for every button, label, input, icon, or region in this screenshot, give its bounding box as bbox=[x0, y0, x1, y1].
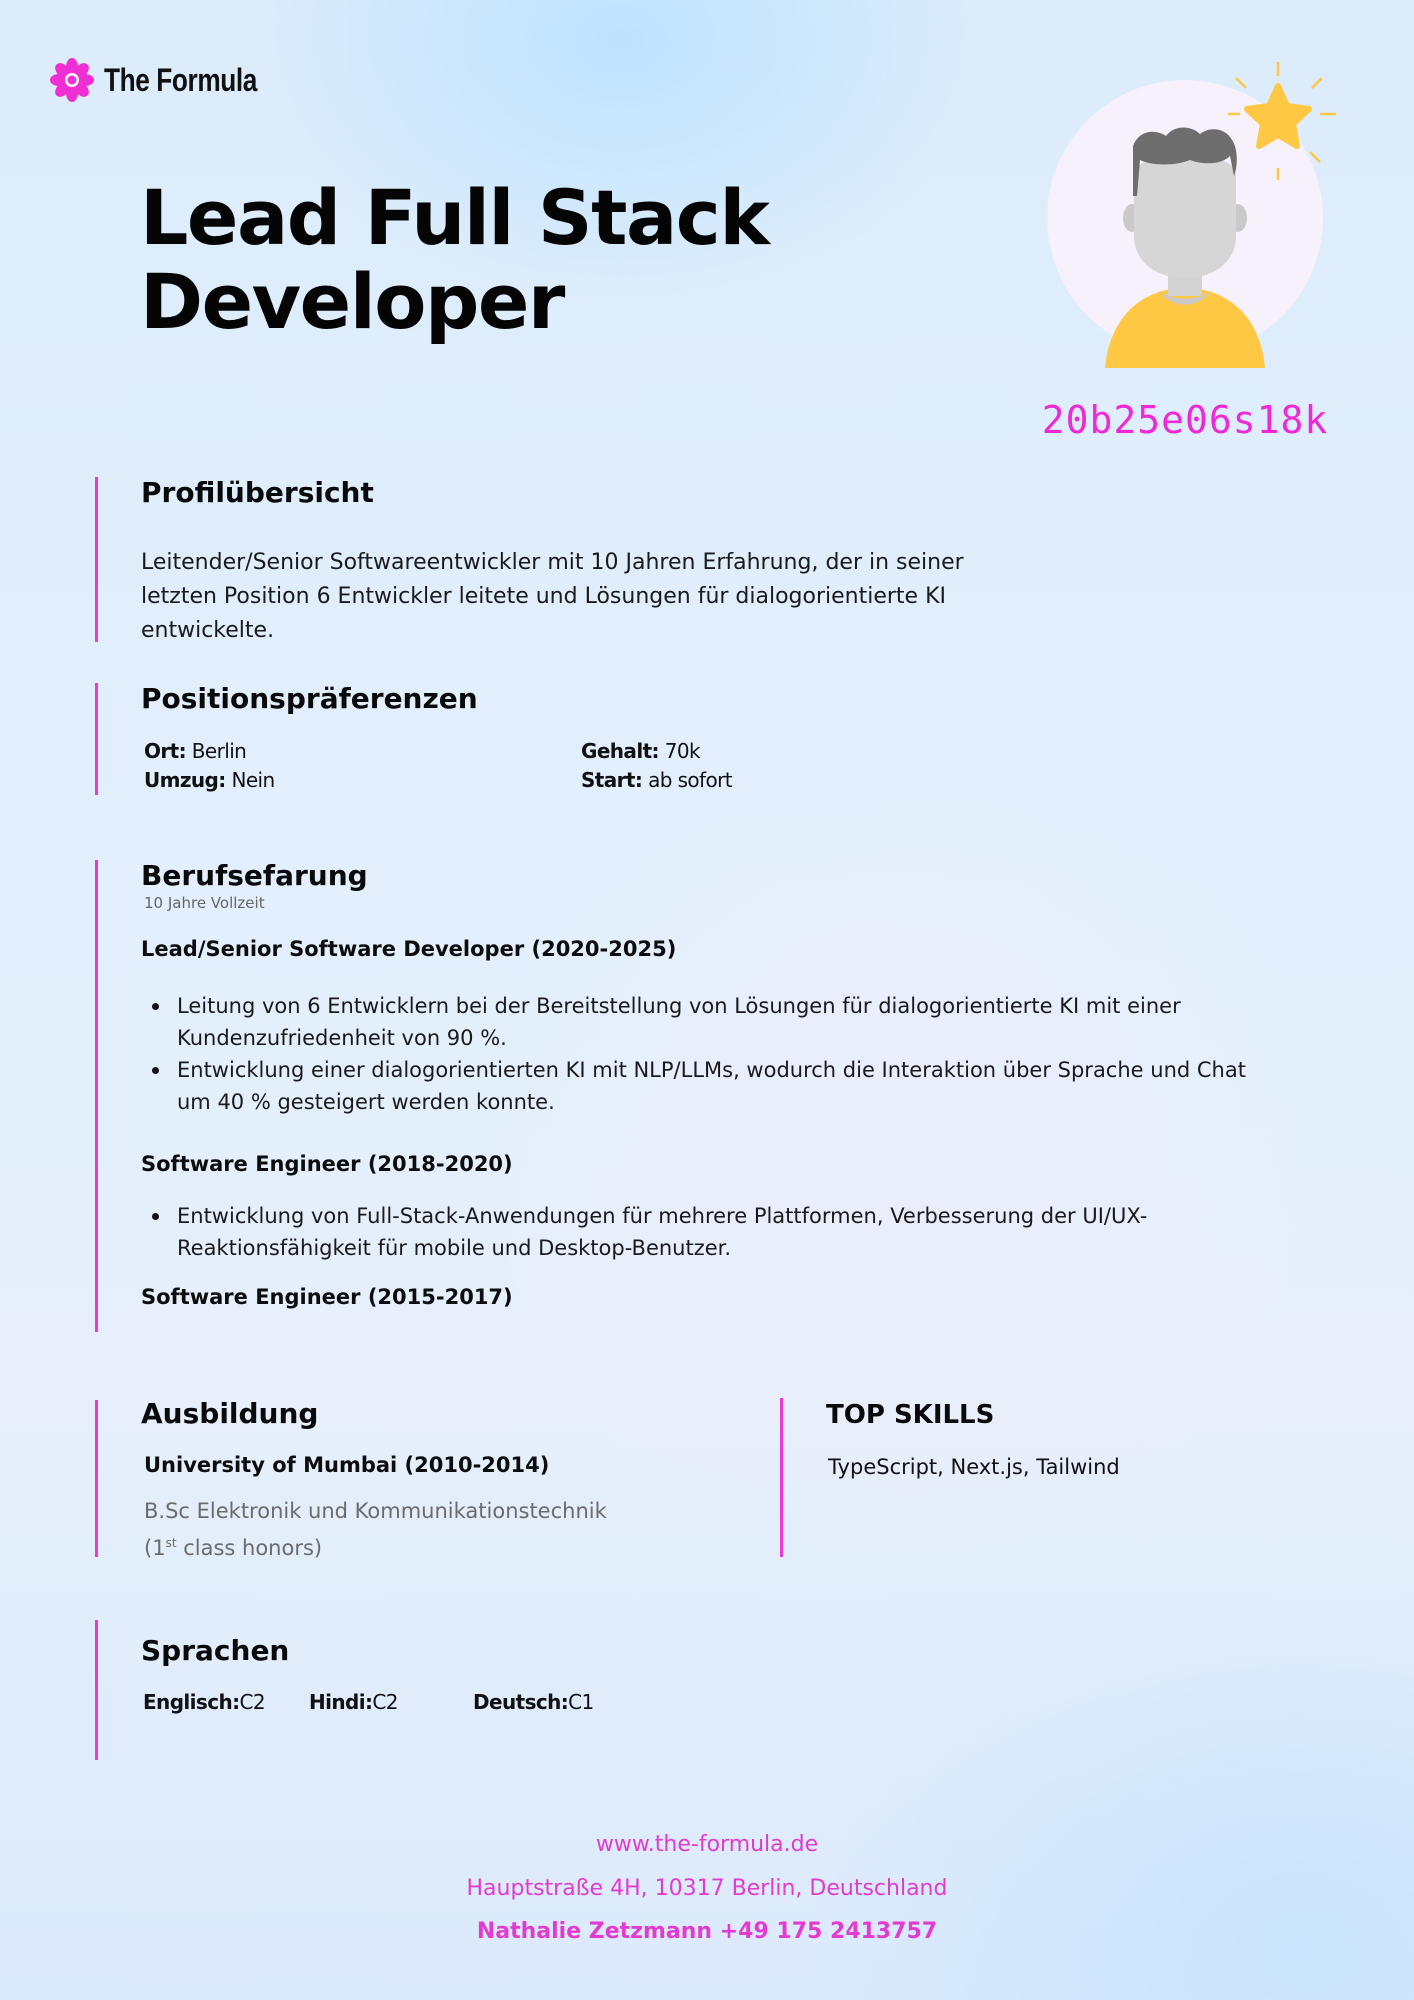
section-accent-bar bbox=[780, 1398, 783, 1557]
pref-value: ab sofort bbox=[648, 768, 732, 792]
language-level: C1 bbox=[568, 1690, 594, 1714]
degree-honors bbox=[144, 1527, 607, 1564]
skills-heading: TOP SKILLS bbox=[826, 1400, 995, 1430]
skills-text: TypeScript, Next.js, Tailwind bbox=[828, 1455, 1120, 1479]
job-bullets bbox=[141, 1200, 1181, 1264]
pref-relocation bbox=[144, 766, 275, 795]
language-level: C2 bbox=[372, 1690, 398, 1714]
education-degree bbox=[144, 1495, 607, 1564]
section-accent-bar bbox=[95, 477, 98, 642]
education-school: University of Mumbai (2010-2014) bbox=[144, 1453, 550, 1477]
section-accent-bar bbox=[95, 683, 98, 795]
language-label: Deutsch: bbox=[473, 1690, 569, 1714]
pref-value: Berlin bbox=[191, 739, 247, 763]
candidate-id: 20b25e06s18k bbox=[1041, 398, 1329, 442]
list-item: Leitung von 6 Entwicklern bei der Bereitstellung von Lösungen für dialogorientierte KI mit einer Kundenzufriedenheit von 90 %. bbox=[141, 990, 1281, 1054]
section-accent-bar bbox=[95, 1620, 98, 1760]
experience-subheading: 10 Jahre Vollzeit bbox=[144, 894, 265, 912]
job-title: Software Engineer (2018-2020) bbox=[141, 1152, 513, 1176]
profile-heading: Profilübersicht bbox=[141, 476, 374, 509]
section-accent-bar bbox=[95, 1400, 98, 1557]
experience-heading: Berufsefarung bbox=[141, 859, 368, 892]
pref-label: Start: bbox=[581, 768, 643, 792]
language-label: Hindi: bbox=[309, 1690, 373, 1714]
pref-label: Gehalt: bbox=[581, 739, 659, 763]
avatar bbox=[1040, 56, 1350, 386]
languages-heading: Sprachen bbox=[141, 1634, 290, 1667]
pref-value: 70k bbox=[664, 739, 700, 763]
list-item: Entwicklung von Full-Stack-Anwendungen für mehrere Plattformen, Verbesserung der UI/UX-Reaktionsfähigkeit für mobile und Desktop-Benutzer. bbox=[141, 1200, 1181, 1264]
job-bullets bbox=[141, 990, 1281, 1118]
language-english bbox=[143, 1688, 265, 1717]
pref-label: Ort: bbox=[144, 739, 187, 763]
degree-text: B.Sc Elektronik und Kommunikationstechnik bbox=[144, 1499, 607, 1523]
pref-start bbox=[581, 766, 732, 795]
language-label: Englisch: bbox=[143, 1690, 240, 1714]
language-hindi bbox=[309, 1688, 398, 1717]
pref-label: Umzug: bbox=[144, 768, 226, 792]
education-heading: Ausbildung bbox=[141, 1397, 319, 1430]
footer-contact: Nathalie Zetzmann +49 175 2413757 bbox=[476, 1919, 938, 1944]
page-title: Lead Full Stack Developer bbox=[140, 173, 769, 346]
brand-name: The Formula bbox=[104, 61, 257, 98]
pref-location bbox=[144, 737, 246, 766]
honors-suffix: class honors) bbox=[176, 1536, 323, 1560]
profile-text: Leitender/Senior Softwareentwickler mit 10 Jahren Erfahrung, der in seiner letzten Position 6 Entwickler leitete und Lösungen für dialogorientierte KI entwickelte. bbox=[141, 550, 964, 643]
flower-icon bbox=[48, 56, 96, 104]
section-accent-bar bbox=[95, 860, 98, 1332]
honors-prefix: (1 bbox=[144, 1536, 166, 1560]
brand-logo bbox=[48, 56, 291, 104]
job-title: Lead/Senior Software Developer (2020-2025) bbox=[141, 937, 677, 961]
language-level: C2 bbox=[239, 1690, 266, 1714]
language-german bbox=[473, 1688, 594, 1717]
list-item: Entwicklung einer dialogorientierten KI mit NLP/LLMs, wodurch die Interaktion über Sprache und Chat um 40 % gesteigert werden konnte. bbox=[141, 1054, 1281, 1118]
honors-sup: st bbox=[165, 1536, 177, 1550]
job-title: Software Engineer (2015-2017) bbox=[141, 1285, 513, 1309]
footer-website-link[interactable]: www.the-formula.de bbox=[595, 1832, 819, 1857]
pref-salary bbox=[581, 737, 700, 766]
footer-address: Hauptstraße 4H, 10317 Berlin, Deutschland bbox=[466, 1876, 948, 1901]
preferences-heading: Positionspräferenzen bbox=[141, 682, 478, 715]
pref-value: Nein bbox=[231, 768, 275, 792]
